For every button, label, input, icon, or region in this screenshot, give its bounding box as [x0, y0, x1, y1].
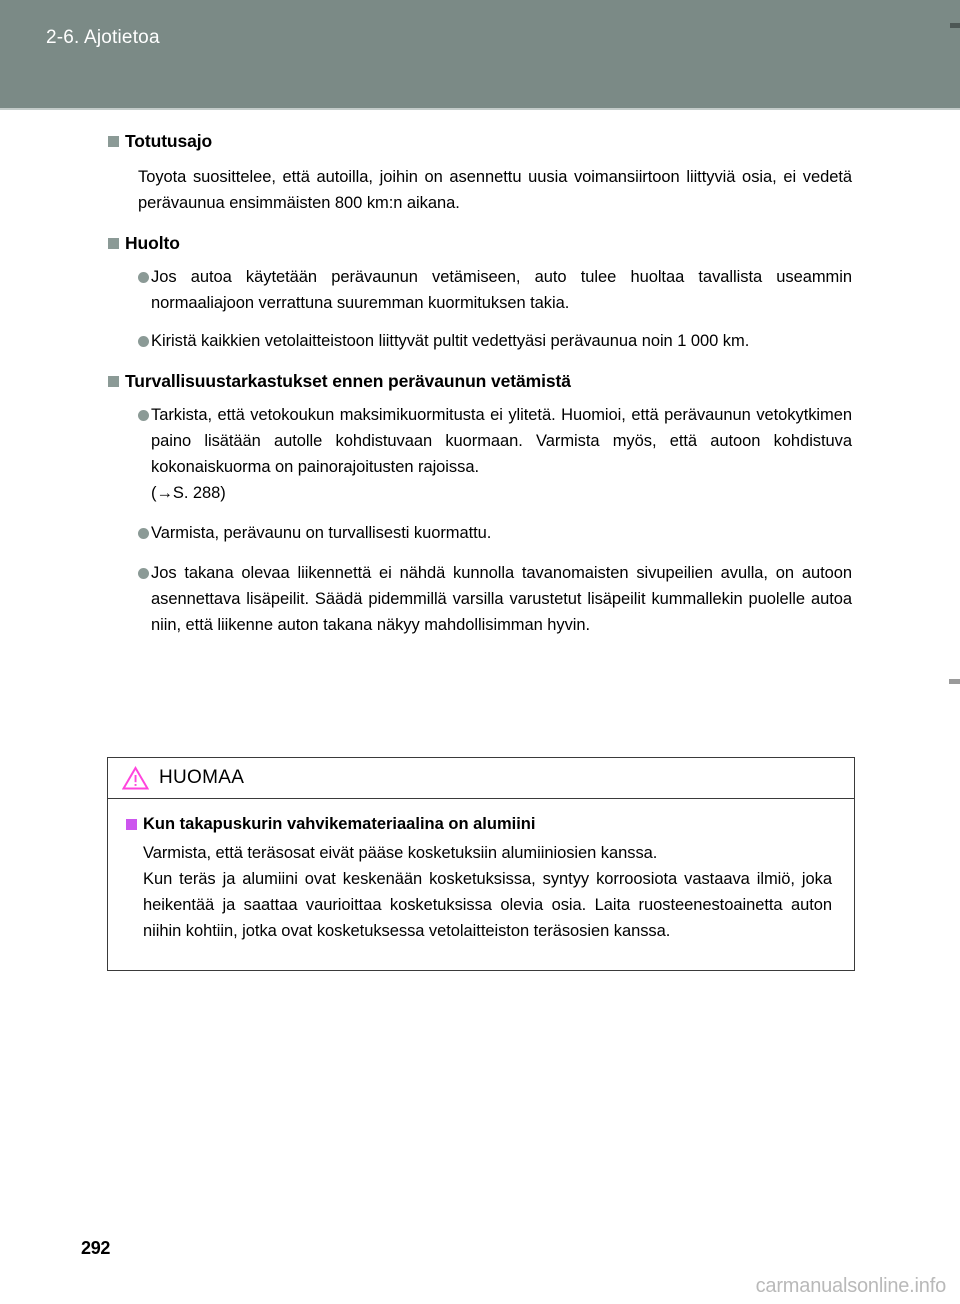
list-item: [0, 328, 960, 354]
list-item-text: Varmista, perävaunu on turvallisesti kuormattu.: [151, 524, 492, 542]
list-item: [0, 560, 960, 638]
site-watermark: carmanualsonline.info: [755, 1275, 946, 1297]
list-item-body: Tarkista, että vetokoukun maksimikuormitusta ei ylitetä. Huomioi, että perävaunun vetokytkimen paino lisätään autolle kohdistuvaan kuormaan. Varmista myös, että autoon kohdistuva kokonaiskuorma on painorajoitusten rajoissa.: [151, 406, 852, 476]
warning-notice-title: HUOMAA: [159, 767, 245, 788]
warning-triangle-icon: [122, 766, 149, 790]
warning-notice-box: [107, 757, 855, 971]
warning-notice-body: [108, 799, 854, 970]
square-bullet-icon: [108, 136, 119, 147]
list-item-text: Jos takana olevaa liikennettä ei nähdä kunnolla tavanomaisten sivupeilien avulla, on autoon asennettava lisäpeilit. Säädä pidemmillä varsilla varustetut lisäpeilit kummallekin puolelle autoa niin, että liikenne auton takana näkyy mahdollisimman hyvin.: [151, 564, 852, 634]
list-item-text: Jos autoa käytetään perävaunun vetämiseen, auto tulee huoltaa tavallista useammin normaaliajoon verrattuna suuremman kuormituksen takia.: [151, 268, 852, 312]
square-bullet-icon: [126, 819, 137, 830]
list-item-text: [151, 402, 852, 506]
section-heading-text: Totutusajo: [125, 131, 213, 151]
warning-subheading: [126, 813, 832, 836]
list-item: [0, 402, 960, 506]
page-content: [0, 130, 960, 638]
section-heading-totutusajo: [0, 130, 960, 152]
warning-subheading-text: Kun takapuskurin vahvikemateriaalina on alumiini: [143, 815, 536, 833]
list-item: [0, 264, 960, 316]
section-paragraph-totutusajo: Toyota suosittelee, että autoilla, joihin on asennettu uusia voimansiirtoon liittyviä osia, ei vedetä perävaunua ensimmäisten 800 km:n aikana.: [138, 168, 852, 212]
list-item-text: Kiristä kaikkien vetolaitteistoon liittyvät pultit vedettyäsi perävaunua noin 1 000 km.: [151, 332, 750, 350]
page-number: 292: [81, 1238, 111, 1258]
header-divider: [0, 108, 960, 110]
section-heading-text: Turvallisuustarkastukset ennen perävaunun vetämistä: [125, 371, 571, 391]
dot-bullet-icon: [138, 568, 149, 579]
section-heading-text: Huolto: [125, 233, 180, 253]
dot-bullet-icon: [138, 410, 149, 421]
dot-bullet-icon: [138, 336, 149, 347]
dot-bullet-icon: [138, 528, 149, 539]
square-bullet-icon: [108, 376, 119, 387]
section-heading-huolto: [0, 232, 960, 254]
warning-paragraph-1: Varmista, että teräsosat eivät pääse kosketuksiin alumiiniosien kanssa.: [143, 844, 658, 862]
list-item: [0, 520, 960, 546]
dot-bullet-icon: [138, 272, 149, 283]
warning-notice-header: [108, 758, 854, 799]
cross-reference-link[interactable]: (→S. 288): [151, 484, 226, 502]
page-header-section-label: 2-6. Ajotietoa: [46, 27, 160, 48]
section-heading-turvallisuustarkastukset: [0, 370, 960, 392]
square-bullet-icon: [108, 238, 119, 249]
warning-paragraph-2: Kun teräs ja alumiini ovat keskenään kosketuksissa, syntyy korroosiota vastaava ilmiö, joka heikentää ja saattaa vaurioittaa kosketuksissa olevia osia. Laita ruosteenestoainetta auton niihin kohtiin, jotka ovat kosketuksessa vetolaitteiston teräsosien kanssa.: [143, 870, 832, 940]
header-edge-tick-mark: [950, 23, 960, 28]
page-edge-tick-mark: [949, 679, 960, 684]
page-header-band: [0, 0, 960, 108]
